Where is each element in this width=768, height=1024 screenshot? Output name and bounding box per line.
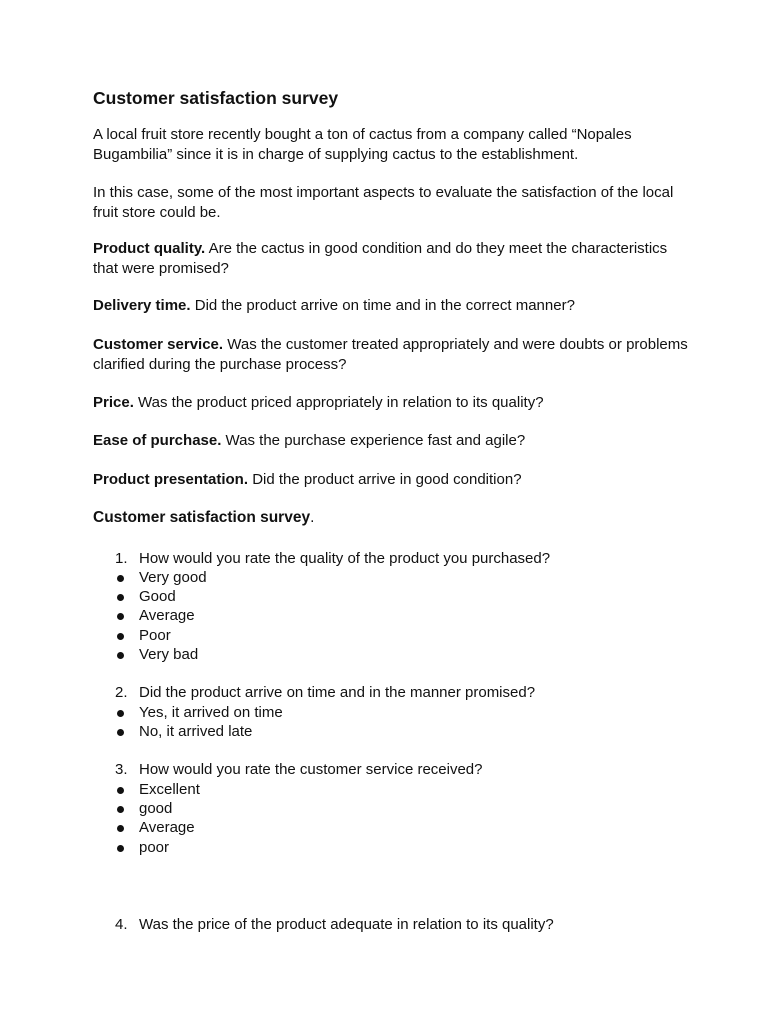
answer-option: good — [139, 800, 173, 817]
bullet-icon — [117, 710, 124, 717]
bullet-icon — [117, 594, 124, 601]
bullet-icon — [117, 652, 124, 659]
answer-option: Yes, it arrived on time — [139, 704, 283, 721]
answer-option: Average — [139, 607, 195, 624]
question-text: How would you rate the customer service received? — [139, 761, 483, 778]
bullet-icon — [117, 787, 124, 794]
aspect-ease-of-purchase — [93, 431, 693, 451]
survey-heading-text: Customer satisfaction survey — [93, 509, 311, 526]
question-text: Did the product arrive on time and in the manner promised? — [139, 684, 536, 701]
answer-option: Good — [139, 588, 176, 605]
intro-paragraph-2: In this case, some of the most important aspects to evaluate the satisfaction of the local fruit store could be. — [93, 184, 674, 221]
answer-option: Average — [139, 819, 195, 836]
aspect-label: Product quality. — [93, 240, 206, 257]
bullet-icon — [117, 806, 124, 813]
aspect-price — [93, 393, 693, 413]
bullet-icon — [117, 575, 124, 582]
question-number: 1. — [115, 550, 128, 567]
aspect-delivery-time — [93, 296, 693, 316]
bullet-icon — [117, 845, 124, 852]
answer-option: poor — [139, 839, 170, 856]
answer-option: Excellent — [139, 781, 200, 798]
answer-option: No, it arrived late — [139, 723, 253, 740]
question-number: 4. — [115, 916, 128, 933]
aspect-text: Was the purchase experience fast and agile? — [221, 432, 526, 449]
bullet-icon — [117, 613, 124, 620]
question-number: 3. — [115, 761, 128, 778]
question-text: Was the price of the product adequate in relation to its quality? — [139, 916, 554, 933]
question-number: 2. — [115, 684, 128, 701]
aspect-label: Delivery time. — [93, 297, 191, 314]
aspect-label: Product presentation. — [93, 471, 249, 488]
aspect-label: Customer service. — [93, 336, 224, 353]
question-text: How would you rate the quality of the product you purchased? — [139, 550, 551, 567]
survey-heading — [93, 508, 693, 528]
answer-option: Poor — [139, 627, 171, 644]
aspect-text: Did the product arrive in good condition? — [248, 471, 522, 488]
answer-option: Very bad — [139, 646, 199, 663]
bullet-icon — [117, 729, 124, 736]
answer-option: Very good — [139, 569, 207, 586]
aspect-text: Was the product priced appropriately in relation to its quality? — [133, 394, 544, 411]
aspect-text: Did the product arrive on time and in the correct manner? — [190, 297, 575, 314]
aspect-text: Are the cactus in good condition and do they meet the characteristics that were promised? — [93, 240, 668, 277]
bullet-icon — [117, 633, 124, 640]
aspect-label: Ease of purchase. — [93, 432, 222, 449]
aspect-product-quality — [93, 239, 693, 278]
bullet-icon — [117, 825, 124, 832]
aspect-customer-service — [93, 335, 693, 374]
intro-paragraph-1: A local fruit store recently bought a ton of cactus from a company called “Nopales Bugambilia” since it is in charge of supplying cactus to the establishment. — [93, 126, 632, 163]
aspect-product-presentation — [93, 470, 693, 490]
page-title: Customer satisfaction survey — [93, 88, 339, 108]
aspect-text: Was the customer treated appropriately and were doubts or problems clarified during the purchase process? — [93, 336, 688, 373]
survey-heading-period: . — [310, 509, 315, 526]
aspect-label: Price. — [93, 394, 134, 411]
